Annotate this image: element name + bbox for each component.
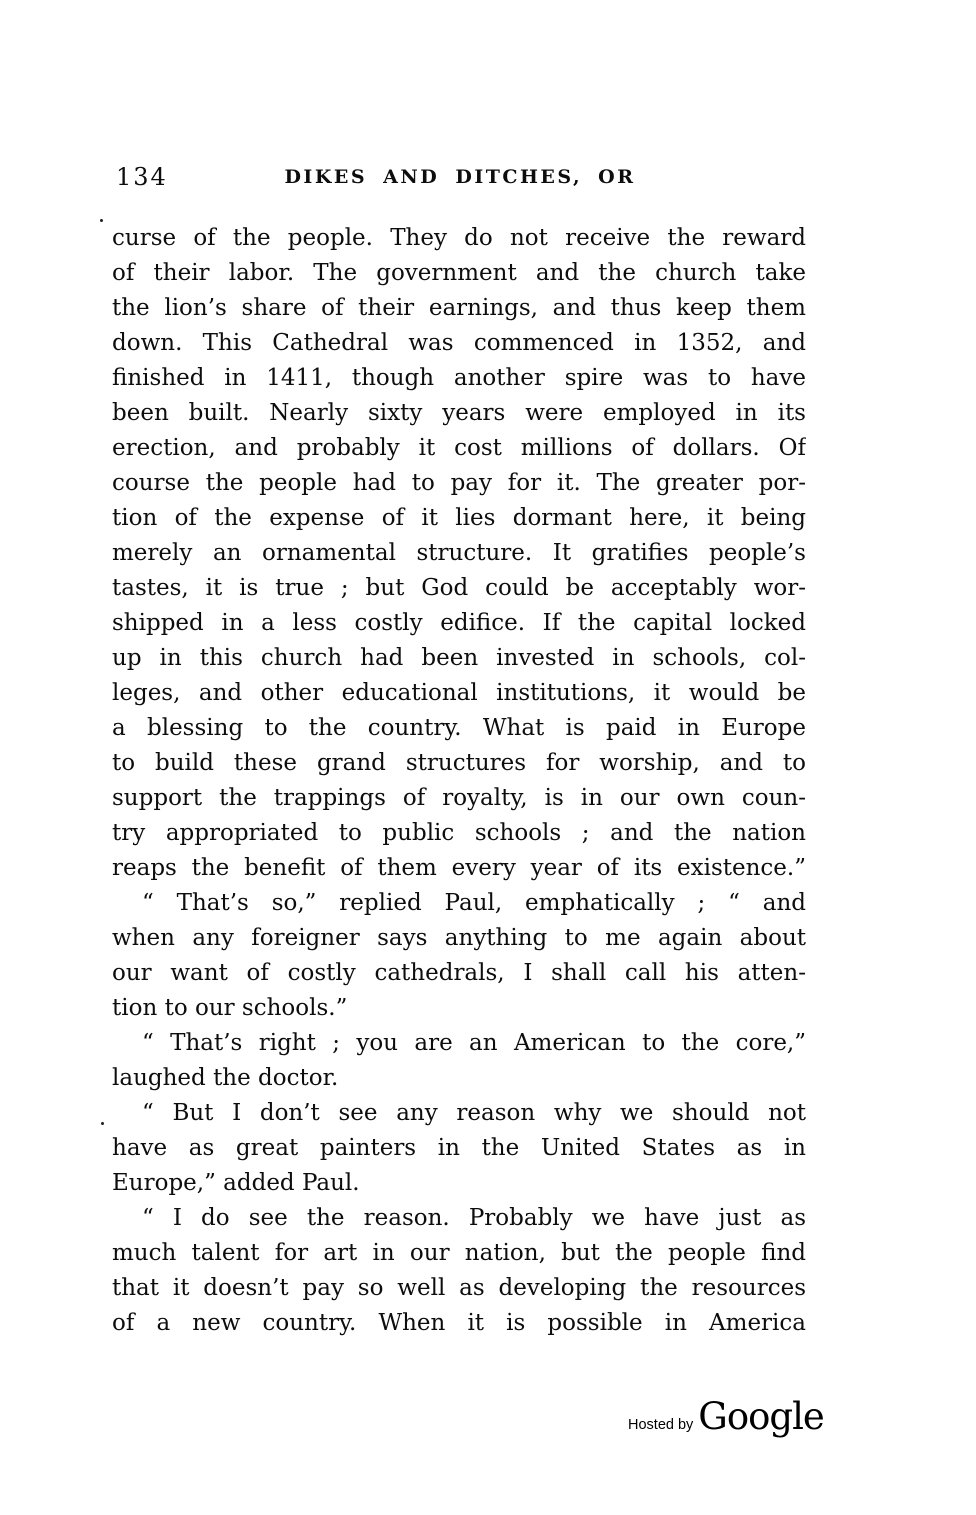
text-line: been built. Nearly sixty years were employed in its — [112, 400, 806, 426]
text-line: Europe,” added Paul. — [112, 1170, 360, 1196]
text-line: leges, and other educational institutions, it would be — [112, 680, 806, 706]
text-line: course the people had to pay for it. The greater por- — [112, 470, 806, 496]
text-line: tion of the expense of it lies dormant here, it being — [112, 505, 806, 531]
text-line: laughed the doctor. — [112, 1065, 339, 1091]
text-line: when any foreigner says anything to me again about — [112, 925, 806, 951]
body-text — [112, 221, 806, 1341]
text-line: of their labor. The government and the church take — [112, 260, 806, 286]
text-line: to build these grand structures for worship, and to — [112, 750, 806, 776]
footer-watermark — [628, 1395, 824, 1438]
text-line: up in this church had been invested in schools, col- — [112, 645, 806, 671]
text-line: “ That’s right ; you are an American to the core,” — [142, 1030, 806, 1056]
text-line: of a new country. When it is possible in America — [112, 1310, 806, 1336]
text-line: tion to our schools.” — [112, 995, 348, 1021]
text-line: much talent for art in our nation, but the people find — [112, 1240, 806, 1266]
text-line: our want of costly cathedrals, I shall call his atten- — [112, 960, 806, 986]
text-line: tastes, it is true ; but God could be acceptably wor- — [112, 575, 806, 601]
scan-speck — [101, 1122, 104, 1125]
page-number: 134 — [116, 163, 168, 191]
text-line: shipped in a less costly edifice. If the capital locked — [112, 610, 806, 636]
text-line: try appropriated to public schools ; and the nation — [112, 820, 806, 846]
scan-speck — [100, 219, 103, 222]
text-line: reaps the benefit of them every year of its existence.” — [112, 855, 806, 881]
text-line: erection, and probably it cost millions of dollars. Of — [112, 435, 806, 461]
text-line: merely an ornamental structure. It gratifies people’s — [112, 540, 806, 566]
text-line: “ I do see the reason. Probably we have just as — [142, 1205, 806, 1231]
hosted-by-label: Hosted by — [628, 1417, 694, 1433]
text-line: “ But I don’t see any reason why we should not — [142, 1100, 806, 1126]
text-line: have as great painters in the United States as in — [112, 1135, 806, 1161]
google-logo: Google — [698, 1395, 824, 1438]
text-line: that it doesn’t pay so well as developing the resources — [112, 1275, 806, 1301]
text-line: down. This Cathedral was commenced in 1352, and — [112, 330, 806, 356]
text-line: “ That’s so,” replied Paul, emphatically ; “ and — [142, 890, 806, 916]
text-line: support the trappings of royalty, is in our own coun- — [112, 785, 806, 811]
running-header: DIKES AND DITCHES, OR — [284, 166, 636, 188]
text-line: a blessing to the country. What is paid in Europe — [112, 715, 806, 741]
text-line: finished in 1411, though another spire was to have — [112, 365, 806, 391]
text-line: curse of the people. They do not receive the reward — [112, 225, 806, 251]
text-line: the lion’s share of their earnings, and thus keep them — [112, 295, 806, 321]
